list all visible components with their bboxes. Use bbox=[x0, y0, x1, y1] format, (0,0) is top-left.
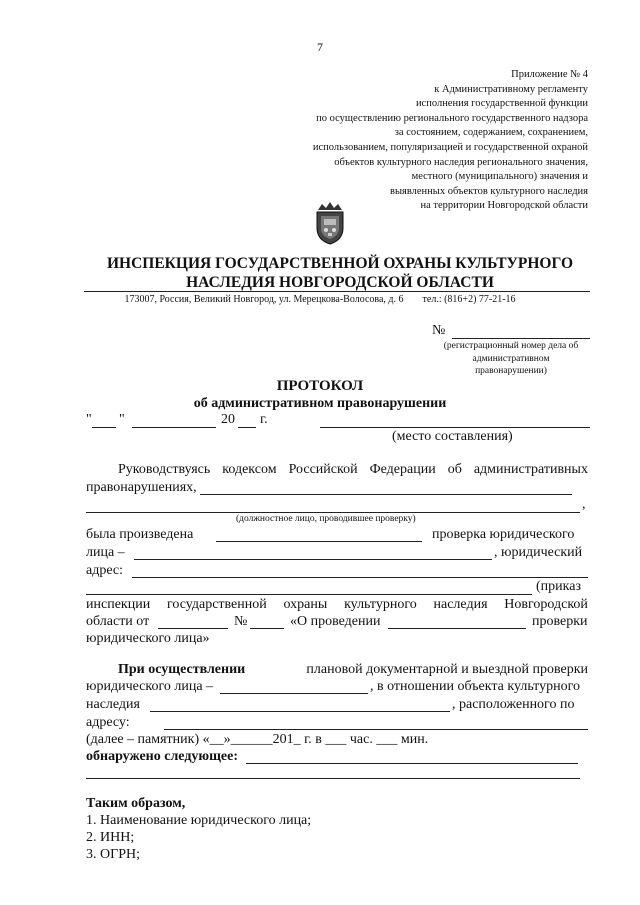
organization-phone: тел.: (816+2) 77-21-16 bbox=[422, 294, 516, 305]
object-address-field[interactable] bbox=[164, 729, 588, 730]
date-year-suffix: г. bbox=[260, 412, 268, 427]
conclusion-item: 2. ИНН; bbox=[86, 830, 135, 845]
word: охраны bbox=[283, 597, 328, 612]
law-article-field[interactable] bbox=[200, 494, 572, 495]
paragraph1-line6: адрес: bbox=[86, 563, 124, 578]
inspection-type-field[interactable] bbox=[216, 541, 422, 542]
header-divider bbox=[84, 291, 590, 292]
paragraph2-line6: обнаружено следующее: bbox=[86, 749, 239, 764]
word: наследия bbox=[433, 597, 488, 612]
official-field[interactable] bbox=[86, 512, 580, 513]
paragraph2-line1 bbox=[118, 662, 588, 678]
appendix-line: за состоянием, содержанием, сохранением, bbox=[394, 127, 588, 139]
organization-name-line: ИНСПЕКЦИЯ ГОСУДАРСТВЕННОЙ ОХРАНЫ КУЛЬТУРНОГО bbox=[106, 255, 574, 272]
paragraph1-line9-mid: «О проведении bbox=[290, 614, 381, 629]
paragraph2-lead: При осуществлении bbox=[118, 662, 246, 677]
paragraph1-line10: юридического лица» bbox=[86, 631, 210, 646]
appendix-line: по осуществлению регионального государственного надзора bbox=[316, 112, 588, 124]
appendix-line: исполнения государственной функции bbox=[415, 98, 588, 110]
paragraph1-line7-end: (приказ bbox=[536, 579, 581, 594]
conclusion-item: 3. ОГРН; bbox=[86, 847, 140, 862]
heritage-object-field[interactable] bbox=[150, 711, 450, 712]
paragraph2-line1-rest: плановой документарной и выездной проверки bbox=[306, 662, 588, 677]
paragraph1-line2: правонарушениях, bbox=[86, 480, 197, 495]
organization-name-line: НАСЛЕДИЯ НОВГОРОДСКОЙ ОБЛАСТИ bbox=[186, 274, 494, 291]
word: Руководствуясь bbox=[118, 462, 211, 477]
date-day-field[interactable] bbox=[92, 427, 116, 428]
paragraph2-line5: (далее – памятник) «__»______201_ г. в ___ час. ___ мин. bbox=[86, 732, 429, 747]
appendix-line: на территории Новгородской области bbox=[420, 200, 588, 212]
paragraph1-line9-start: области от bbox=[86, 614, 150, 629]
paragraph1-line8 bbox=[86, 597, 588, 613]
place-label: (место составления) bbox=[392, 429, 513, 444]
date-month-field[interactable] bbox=[132, 427, 216, 428]
inspected-entity-field[interactable] bbox=[220, 693, 368, 694]
word: инспекции bbox=[86, 597, 151, 612]
date-year-field[interactable] bbox=[238, 427, 256, 428]
conclusion-item: 1. Наименование юридического лица; bbox=[86, 813, 312, 828]
findings-field[interactable] bbox=[246, 763, 578, 764]
paragraph2-line2-end: , в отношении объекта культурного bbox=[370, 679, 580, 694]
official-note: (должностное лицо, проводившее проверку) bbox=[236, 514, 416, 524]
order-number-sign: № bbox=[234, 614, 248, 629]
appendix-line: выявленных объектов культурного наследия bbox=[390, 185, 588, 197]
paragraph2-line2-start: юридического лица – bbox=[86, 679, 214, 694]
page-number: 7 bbox=[317, 40, 323, 54]
organization-address: 173007, Россия, Великий Новгород, ул. Мерецкова-Волосова, д. 6 bbox=[124, 294, 404, 305]
paragraph2-line3-end: , расположенного по bbox=[452, 697, 575, 712]
organization-name bbox=[60, 254, 620, 292]
appendix-header bbox=[208, 68, 588, 214]
appendix-line: местного (муниципального) значения и bbox=[411, 171, 588, 183]
legal-entity-field[interactable] bbox=[134, 559, 492, 560]
registration-note-line: административном bbox=[472, 353, 550, 364]
paragraph2-line4: адресу: bbox=[86, 715, 130, 730]
word: культурного bbox=[344, 597, 417, 612]
appendix-line: Приложение № 4 bbox=[511, 69, 588, 80]
word: государственной bbox=[166, 597, 267, 612]
registration-note-line: (регистрационный номер дела об bbox=[443, 341, 579, 351]
protocol-title: ПРОТОКОЛ bbox=[276, 378, 364, 394]
coat-of-arms-icon bbox=[312, 200, 348, 246]
paragraph1-line5-end: , юридический bbox=[494, 545, 583, 560]
place-field[interactable] bbox=[320, 427, 590, 428]
registration-number-field[interactable] bbox=[452, 338, 590, 339]
word: Российской bbox=[288, 462, 358, 477]
word: административных bbox=[473, 462, 588, 477]
comma: , bbox=[582, 497, 586, 512]
date-quote-open: " bbox=[86, 412, 92, 427]
legal-address-field[interactable] bbox=[132, 577, 588, 578]
paragraph1-line4-start: была произведена bbox=[86, 527, 194, 542]
date-year-prefix: 20 bbox=[221, 412, 235, 427]
registration-note-line: правонарушении) bbox=[475, 366, 547, 376]
appendix-line: объектов культурного наследия регионального значения, bbox=[334, 156, 588, 168]
word: Федерации bbox=[369, 462, 436, 477]
paragraph1-line5-start: лица – bbox=[86, 545, 125, 560]
appendix-line: к Административному регламенту bbox=[434, 83, 588, 95]
legal-address-field-2[interactable] bbox=[86, 594, 532, 595]
conclusion-heading: Таким образом, bbox=[86, 796, 186, 811]
paragraph1-line9-end: проверки bbox=[532, 614, 588, 629]
findings-field-2[interactable] bbox=[86, 778, 580, 779]
registration-number-sign: № bbox=[432, 323, 446, 338]
order-date-field[interactable] bbox=[158, 628, 228, 629]
appendix-line: использованием, популяризацией и государственной охраной bbox=[312, 141, 588, 153]
paragraph1-line4-end: проверка юридического bbox=[432, 527, 575, 542]
organization-contacts bbox=[0, 294, 640, 305]
registration-note bbox=[430, 340, 592, 378]
order-subject-field[interactable] bbox=[388, 628, 526, 629]
word: об bbox=[447, 462, 462, 477]
paragraph2-line3-start: наследия bbox=[86, 697, 140, 712]
paragraph1-line1 bbox=[118, 462, 588, 478]
word: Новгородской bbox=[504, 597, 588, 612]
date-quote-close: " bbox=[119, 412, 125, 427]
word: кодексом bbox=[222, 462, 277, 477]
order-number-field[interactable] bbox=[250, 628, 284, 629]
protocol-subtitle: об административном правонарушении bbox=[193, 396, 447, 411]
